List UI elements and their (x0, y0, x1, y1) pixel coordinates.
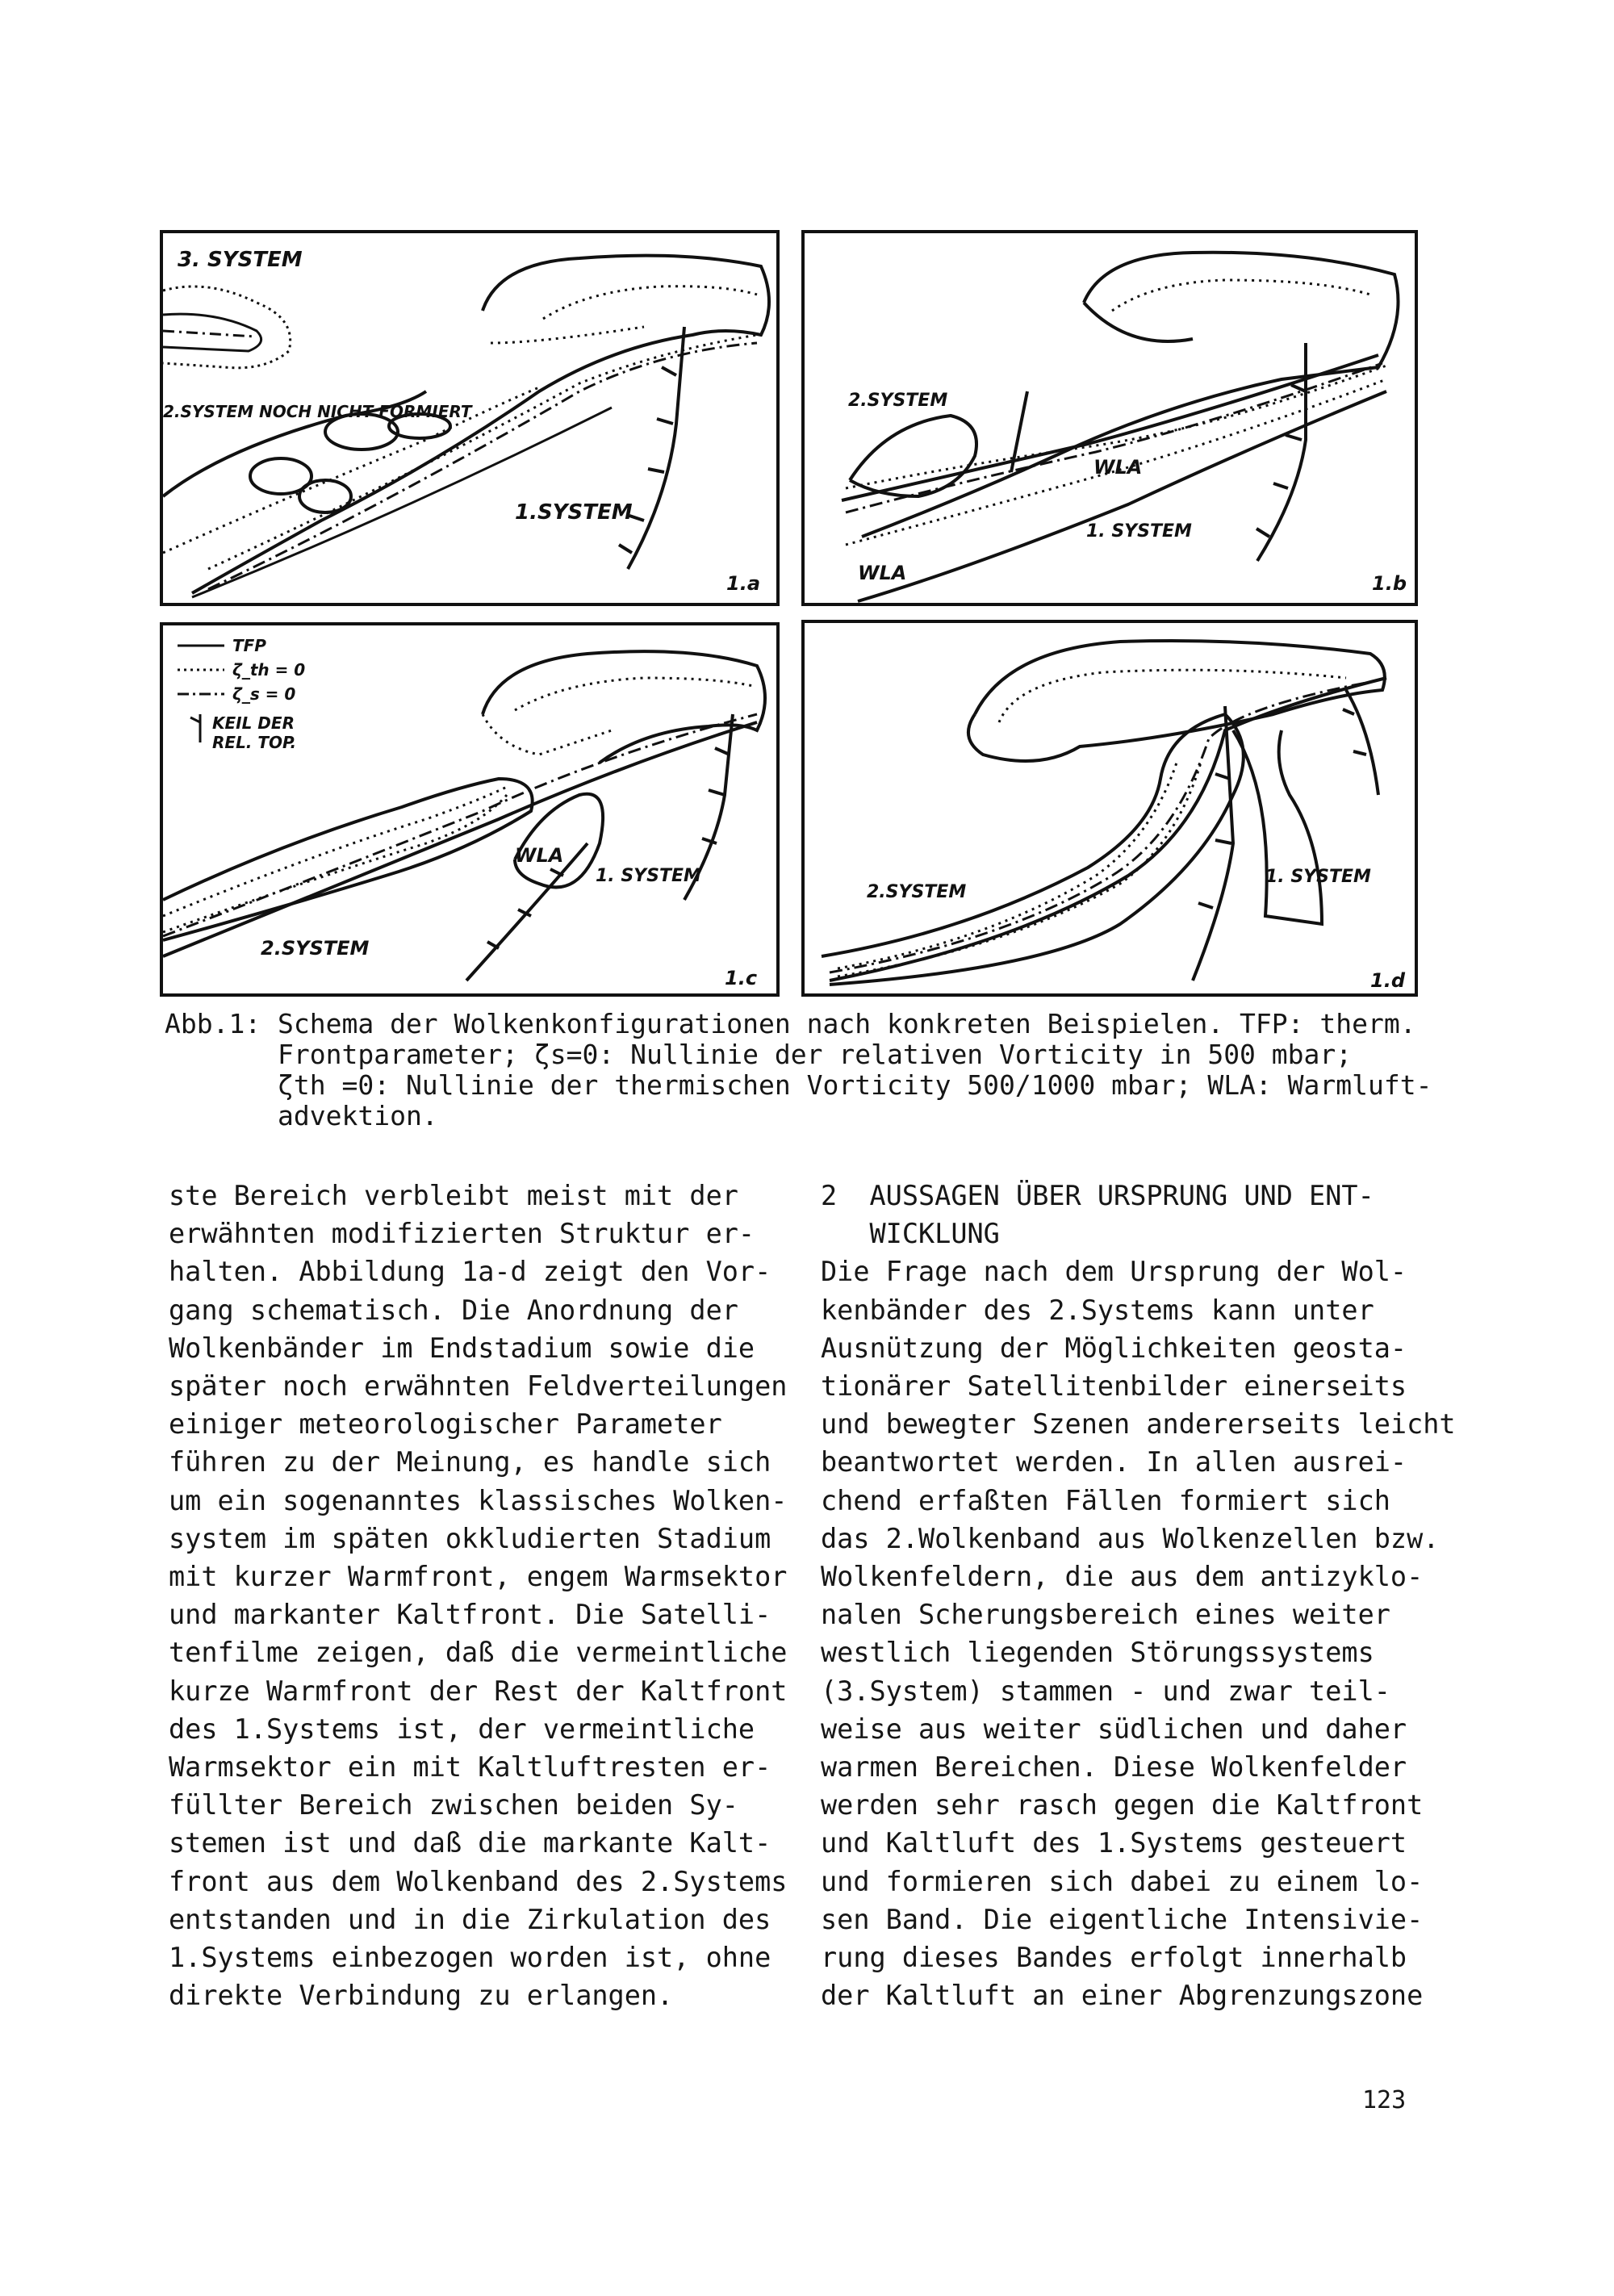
caption-label: Abb.1: (165, 1008, 261, 1039)
panel-1b-tag: 1.b (1372, 572, 1407, 595)
text-line: Wolkenbänder im Endstadium sowie die (169, 1332, 755, 1364)
text-line: westlich liegenden Störungssystems (821, 1637, 1374, 1669)
legend-tfp: TFP (232, 636, 266, 655)
text-line: weise aus weiter südlichen und daher (821, 1713, 1407, 1745)
text-line: und bewegter Szenen andererseits leicht (821, 1408, 1456, 1441)
text-line: und Kaltluft des 1.Systems gesteuert (821, 1827, 1407, 1859)
panel-1c-label-wla: WLA (515, 844, 564, 867)
text-line: Wolkenfeldern, die aus dem antizyklo- (821, 1561, 1424, 1593)
panel-1d (803, 621, 1416, 995)
caption-line: advektion. (278, 1100, 438, 1131)
text-line: mit kurzer Warmfront, engem Warmsektor (169, 1561, 788, 1593)
text-line: 1.Systems einbezogen worden ist, ohne (169, 1942, 771, 1974)
text-line: Die Frage nach dem Ursprung der Wol- (821, 1256, 1407, 1288)
panel-1c-label-2system: 2.SYSTEM (261, 937, 370, 960)
section-heading: 2 AUSSAGEN ÜBER URSPRUNG UND ENT- (821, 1180, 1374, 1211)
text-line: und markanter Kaltfront. Die Satelli- (169, 1599, 771, 1631)
caption-text (278, 1008, 1432, 1131)
panel-1b (803, 232, 1416, 604)
caption-line: Schema der Wolkenkonfigurationen nach konkreten Beispielen. TFP: therm. (278, 1008, 1416, 1039)
text-line: ste Bereich verbleibt meist mit der (169, 1180, 738, 1211)
text-line: führen zu der Meinung, es handle sich (169, 1446, 771, 1478)
text-line: halten. Abbildung 1a-d zeigt den Vor- (169, 1256, 771, 1288)
section-heading-cont: WICKLUNG (821, 1218, 1000, 1250)
legend-zeta-th: ζ_th = 0 (232, 660, 306, 680)
text-line: einiger meteorologischer Parameter (169, 1408, 722, 1441)
legend-zeta-s: ζ_s = 0 (232, 684, 296, 704)
panel-1a-label-2system: 2.SYSTEM NOCH NICHT FORMIERT (163, 402, 472, 421)
text-line: des 1.Systems ist, der vermeintliche (169, 1713, 755, 1745)
panel-1c-label-1system: 1. SYSTEM (596, 866, 701, 886)
text-line: füllter Bereich zwischen beiden Sy- (169, 1789, 738, 1821)
text-line: später noch erwähnten Feldverteilungen (169, 1370, 788, 1403)
text-line: das 2.Wolkenband aus Wolkenzellen bzw. (821, 1522, 1440, 1554)
caption-line: Frontparameter; ζs=0: Nullinie der relativen Vorticity in 500 mbar; (278, 1039, 1353, 1070)
text-line: (3.System) stammen - und zwar teil- (821, 1675, 1390, 1707)
text-line: rung dieses Bandes erfolgt innerhalb (821, 1942, 1407, 1974)
text-line: tenfilme zeigen, daß die vermeintliche (169, 1637, 788, 1669)
panel-1a-tag: 1.a (726, 572, 761, 595)
text-line: front aus dem Wolkenband des 2.Systems (169, 1865, 788, 1897)
panel-1b-label-2system: 2.SYSTEM (848, 391, 948, 411)
caption-line: ζth =0: Nullinie der thermischen Vorticity 500/1000 mbar; WLA: Warmluft- (278, 1069, 1432, 1101)
text-line: system im späten okkludierten Stadium (169, 1522, 771, 1554)
body-column-left (169, 1177, 788, 2014)
body-column-right (821, 1177, 1456, 2014)
legend-keil: KEIL DER (212, 713, 295, 733)
panel-1c-tag: 1.c (725, 967, 758, 989)
panel-1d-tag: 1.d (1370, 969, 1405, 992)
panel-1b-label-wla1: WLA (1093, 456, 1143, 479)
panel-1d-label-2system: 2.SYSTEM (867, 882, 967, 902)
text-line: und formieren sich dabei zu einem lo- (821, 1865, 1424, 1897)
text-line: Warmsektor ein mit Kaltluftresten er- (169, 1751, 771, 1784)
panel-1a (161, 232, 778, 604)
legend-1c (178, 636, 305, 752)
text-line: der Kaltluft an einer Abgrenzungszone (821, 1980, 1424, 2012)
text-line: um ein sogenanntes klassisches Wolken- (169, 1484, 788, 1516)
text-line: nalen Scherungsbereich eines weiter (821, 1599, 1390, 1631)
text-line: entstanden und in die Zirkulation des (169, 1903, 771, 1935)
page-number: 123 (1362, 2086, 1407, 2114)
text-line: gang schematisch. Die Anordnung der (169, 1294, 738, 1326)
text-line: direkte Verbindung zu erlangen. (169, 1980, 674, 2012)
text-line: chend erfaßten Fällen formiert sich (821, 1484, 1390, 1516)
panel-1b-label-wla2: WLA (858, 562, 907, 584)
text-line: tionärer Satellitenbilder einerseits (821, 1370, 1407, 1403)
text-line: beantwortet werden. In allen ausrei- (821, 1446, 1407, 1478)
panel-1a-label-1system: 1.SYSTEM (515, 500, 633, 525)
panel-1a-label-3system: 3. SYSTEM (178, 248, 303, 272)
text-line: erwähnten modifizierten Struktur er- (169, 1218, 755, 1250)
panel-1c (161, 624, 778, 995)
text-line: kenbänder des 2.Systems kann unter (821, 1294, 1374, 1326)
text-line: warmen Bereichen. Diese Wolkenfelder (821, 1751, 1407, 1784)
panel-1b-label-1system: 1. SYSTEM (1086, 521, 1192, 542)
text-line: sen Band. Die eigentliche Intensivie- (821, 1903, 1424, 1935)
text-line: Ausnützung der Möglichkeiten geosta- (821, 1332, 1407, 1364)
text-line: kurze Warmfront der Rest der Kaltfront (169, 1675, 788, 1707)
figure-1 (160, 230, 1419, 997)
panel-1d-label-1system: 1. SYSTEM (1265, 867, 1371, 887)
text-line: stemen ist und daß die markante Kalt- (169, 1827, 771, 1859)
text-line: werden sehr rasch gegen die Kaltfront (821, 1789, 1424, 1821)
legend-rel-top: REL. TOP. (212, 733, 297, 752)
